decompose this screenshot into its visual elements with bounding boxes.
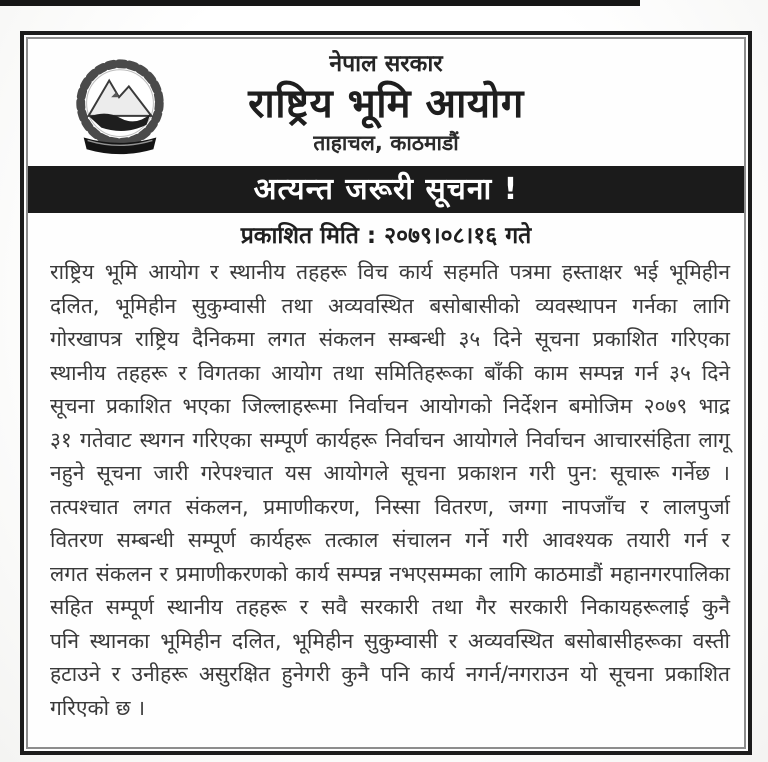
notice-body-line: दलित, भूमिहीन सुकुम्वासी तथा अव्यवस्थित बसोबासीको व्यवस्थापन गर्नका लागि <box>50 293 730 318</box>
scan-artifact-bar <box>0 0 640 6</box>
notice-body-line: सहित सम्पूर्ण स्थानीय तहहरू र सवै सरकारी तथा गैर सरकारी निकायहरूलाई कुनै <box>50 595 730 619</box>
published-date: प्रकाशित मिति : २०७९।०८।१६ गते <box>240 223 532 249</box>
notice-body-line: हटाउने र उनीहरू असुरक्षित हुनेगरी कुनै पनि कार्य नगर्न/नगराउन यो सूचना प्रकाशित <box>50 662 730 686</box>
notice-body-line: वितरण सम्बन्धी सम्पूर्ण कार्यहरू तत्काल संचालन गर्ने गरी आवश्यक तयारी गर्न र <box>50 528 730 552</box>
notice-body-line: नहुने सूचना जारी गरेपश्चात यस आयोगले सूचना प्रकाशन गरी पुन: सूचारू गर्नेछ । <box>50 461 730 485</box>
notice-header <box>28 39 744 157</box>
notice-frame-inner <box>26 37 746 749</box>
notice-frame <box>20 31 752 755</box>
notice-body-line: लगत संकलन र प्रमाणीकरणको कार्य सम्पन्न नभएसम्मका लागि काठमाडौं महानगरपालिका <box>50 561 730 586</box>
notice-body-line: सूचना प्रकाशित भएका जिल्लाहरूमा निर्वाचन आयोगको निर्देशन बमोजिम २०७९ भाद्र <box>50 394 730 418</box>
notice-body-line: राष्ट्रिय भूमि आयोग र स्थानीय तहहरू विच कार्य सहमति पत्रमा हस्ताक्षर भई भूमिहीन <box>50 260 730 284</box>
notice-body-line: स्थानीय तहहरू र विगतका आयोग तथा समितिहरूका बाँकी काम सम्पन्न गर्न ३५ दिने <box>50 360 730 385</box>
notice-body <box>28 256 744 725</box>
notice-body-line: गोरखापत्र राष्ट्रिय दैनिकमा लगत संकलन सम्बन्धी ३५ दिने सूचना प्रकाशित गरिएका <box>50 327 730 351</box>
organization-address: ताहाचल, काठमाडौं <box>313 131 459 155</box>
notice-body-line: तत्पश्चात लगत संकलन, प्रमाणीकरण, निस्सा वितरण, जग्गा नापजाँच र लालपुर्जा <box>50 494 730 519</box>
nepal-government-emblem-icon <box>66 53 174 163</box>
notice-body-line: गरिएको छ । <box>50 695 146 720</box>
notice-body-line: ३१ गतेवाट स्थगन गरिएका सम्पूर्ण कार्यहरू निर्वाचन आयोगले निर्वाचन आचारसंहिता लागू <box>50 427 730 452</box>
notice-body-line: पनि स्थानका भूमिहीन दलित, भूमिहीन सुकुम्वासी र अव्यवस्थित बसोबासीहरूका वस्ती <box>50 628 730 653</box>
organization-name: राष्ट्रिय भूमि आयोग <box>248 81 524 127</box>
urgent-notice-banner: अत्यन्त जरूरी सूचना ! <box>28 166 744 213</box>
government-name: नेपाल सरकार <box>329 51 443 77</box>
